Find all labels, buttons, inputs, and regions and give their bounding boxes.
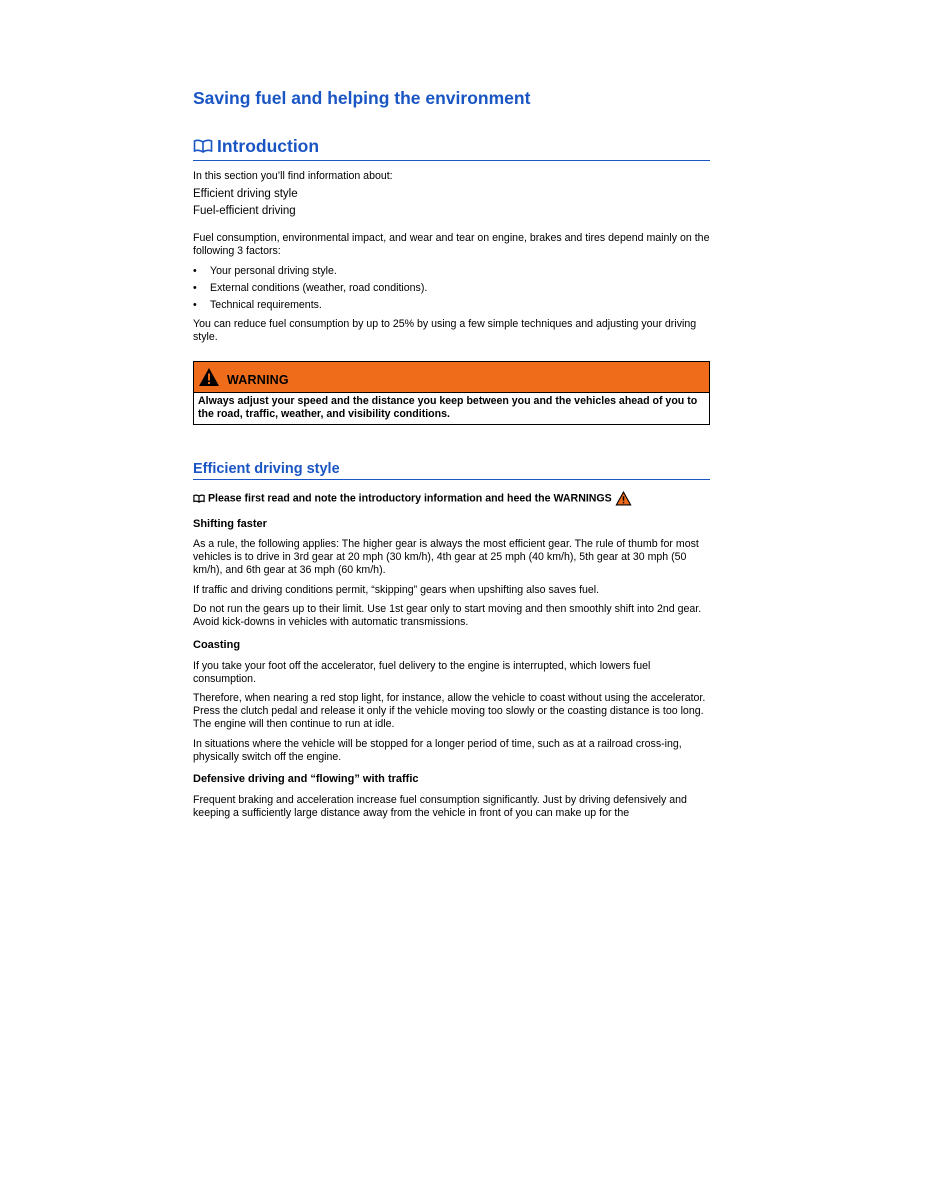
reduce-paragraph: You can reduce fuel consumption by up to 25% by using a few simple techniques and adjusting your driving style.: [193, 318, 697, 344]
warning-box: [193, 361, 710, 425]
book-icon: [193, 494, 205, 503]
warning-header: [194, 362, 709, 393]
factor-item: • Your personal driving style.: [193, 265, 337, 277]
coasting-paragraph-3: In situations where the vehicle will be stopped for a longer period of time, such as at a railroad cross-ing, physically switch off the engine.: [193, 738, 682, 764]
warning-label: WARNING: [227, 373, 289, 387]
shifting-paragraph-1: As a rule, the following applies: The higher gear is always the most efficient gear. The rule of thumb for most vehicles is to drive in 3rd gear at 20 mph (30 km/h), 4th gear at 25 mph (40 km/h), 5th gear at 30 mph (50 km/h), and 6th gear at 36 mph (60 km/h).: [193, 538, 699, 577]
factors-paragraph: Fuel consumption, environmental impact, and wear and tear on engine, brakes and tires depend mainly on the following 3 factors:: [193, 232, 710, 258]
read-note: [193, 491, 632, 506]
subheading-shifting-faster: Shifting faster: [193, 518, 267, 530]
warning-triangle-icon: [198, 367, 220, 387]
link-fuel-efficient-driving[interactable]: Fuel-efficient driving: [193, 205, 296, 217]
page-title: Saving fuel and helping the environment: [193, 88, 531, 108]
book-icon: [193, 137, 213, 158]
factor-item: • External conditions (weather, road conditions).: [193, 282, 428, 294]
section-heading-efficient-driving: Efficient driving style: [193, 461, 710, 480]
subheading-defensive-driving: Defensive driving and “flowing” with traffic: [193, 773, 419, 785]
warning-triangle-icon[interactable]: [615, 491, 632, 506]
defensive-paragraph-1: Frequent braking and acceleration increase fuel consumption significantly. Just by driving defensively and keeping a sufficiently large distance away from the vehicle in front of you can make up for the: [193, 794, 687, 820]
coasting-paragraph-1: If you take your foot off the accelerator, fuel delivery to the engine is interrupted, which lowers fuel consumption.: [193, 660, 651, 686]
coasting-paragraph-2: Therefore, when nearing a red stop light, for instance, allow the vehicle to coast without using the accelerator. Press the clutch pedal and release it only if the vehicle moving too slowly or the coasting distance is too long. The engine will then continue to run at idle.: [193, 692, 706, 731]
intro-lead: In this section you’ll find information about:: [193, 170, 393, 182]
factor-item: • Technical requirements.: [193, 299, 322, 311]
link-efficient-driving-style[interactable]: Efficient driving style: [193, 188, 298, 200]
warning-text: Always adjust your speed and the distance you keep between you and the vehicles ahead of you to the road, traffic, weather, and visibility conditions.: [198, 395, 698, 421]
read-note-text: Please first read and note the introductory information and heed the WARNINGS: [207, 492, 612, 505]
subheading-coasting: Coasting: [193, 639, 241, 651]
shifting-paragraph-2: If traffic and driving conditions permit, “skipping” gears when upshifting also saves fuel.: [193, 584, 600, 596]
introduction-heading-text: Introduction: [217, 136, 320, 156]
shifting-paragraph-3: Do not run the gears up to their limit. Use 1st gear only to start moving and then smoothly shift into 2nd gear. Avoid kick-downs in vehicles with automatic transmissions.: [193, 603, 702, 629]
section-heading-introduction: [193, 136, 710, 161]
